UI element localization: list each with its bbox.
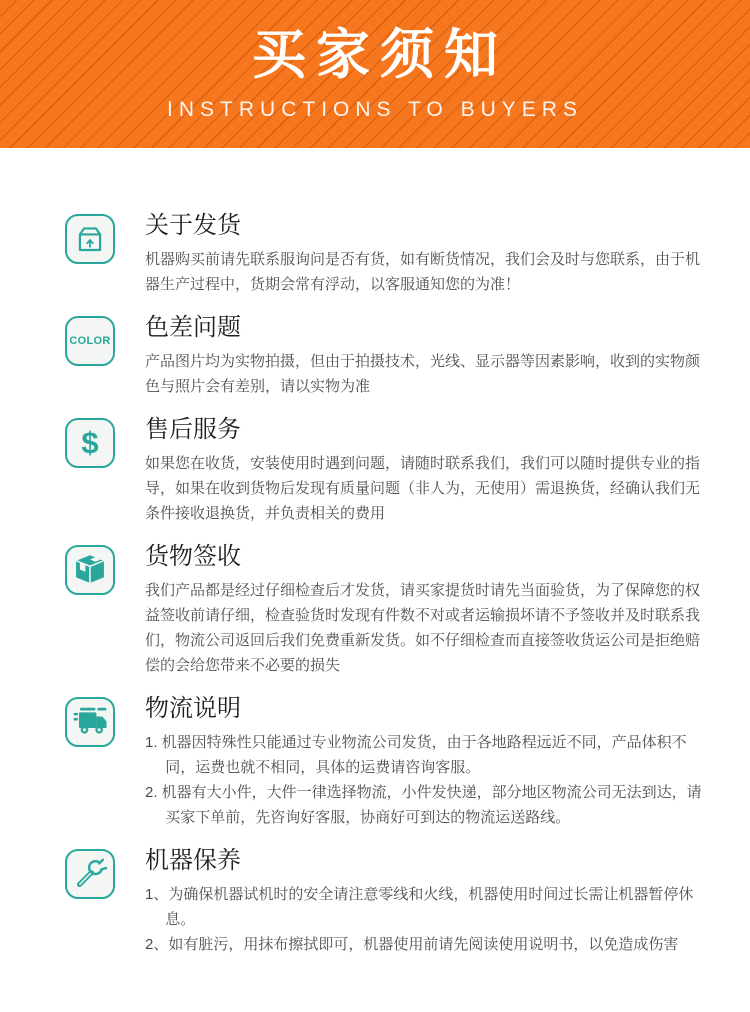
truck-icon (65, 697, 115, 747)
section-color (65, 312, 705, 399)
section-body (145, 349, 705, 399)
body-line: 1. 机器因特殊性只能通过专业物流公司发货，由于各地路程远近不同，产品体积不同，运费也就不相同，具体的运费请咨询客服。 (145, 734, 687, 776)
section-receipt (65, 541, 705, 678)
section-title: 机器保养 (145, 847, 241, 874)
notice-content (0, 148, 750, 1012)
section-title: 物流说明 (145, 695, 241, 722)
parcel-box-icon (65, 545, 115, 595)
section-aftersale (65, 414, 705, 526)
body-line: 2、如有脏污，用抹布擦拭即可，机器使用前请先阅读使用说明书，以免造成伤害 (145, 936, 679, 953)
section-maintenance (65, 845, 705, 957)
section-body (145, 882, 705, 957)
section-title: 关于发货 (145, 212, 241, 239)
section-title: 色差问题 (145, 314, 241, 341)
page-subtitle: INSTRUCTIONS TO BUYERS (167, 97, 583, 121)
package-icon (65, 214, 115, 264)
dollar-icon-glyph: $ (81, 424, 99, 460)
color-swatch-icon (65, 316, 115, 366)
section-body (145, 730, 705, 830)
section-body (145, 247, 705, 297)
body-line: 如果您在收货，安装使用时遇到问题，请随时联系我们，我们可以随时提供专业的指导，如果在收到货物后发现有质量问题（非人为，无使用）需退换货，经确认我们无条件接收退换货，并负责相关的费用 (145, 455, 701, 522)
body-line: 我们产品都是经过仔细检查后才发货，请买家提货时请先当面验货，为了保障您的权益签收前请仔细，检查验货时发现有件数不对或者运输损坏请不予签收并及时联系我们，物流公司返回后我们免费重新发货。如不仔细检查而直接签收货运公司是拒绝赔偿的会给您带来不必要的损失 (145, 582, 701, 674)
body-line: 2. 机器有大小件，大件一律选择物流，小件发快递，部分地区物流公司无法到达，请买家下单前，先咨询好客服，协商好可到达的物流运送路线。 (145, 784, 702, 826)
dollar-icon (65, 418, 115, 468)
section-title: 售后服务 (145, 416, 241, 443)
section-logistics (65, 693, 705, 830)
header-banner (0, 0, 750, 148)
section-body (145, 451, 705, 526)
section-body (145, 578, 705, 678)
body-line: 产品图片均为实物拍摄，但由于拍摄技术，光线、显示器等因素影响，收到的实物颜色与照片会有差别，请以实物为准 (145, 353, 701, 395)
body-line: 1、为确保机器试机时的安全请注意零线和火线，机器使用时间过长需让机器暂停休息。 (145, 886, 694, 928)
page-title: 买家须知 (252, 25, 508, 86)
wrench-icon (65, 849, 115, 899)
body-line: 机器购买前请先联系服询问是否有货，如有断货情况，我们会及时与您联系，由于机器生产过程中，货期会常有浮动，以客服通知您的为准！ (145, 251, 701, 293)
color-icon-label: COLOR (69, 335, 111, 347)
section-title: 货物签收 (145, 543, 241, 570)
section-shipping (65, 210, 705, 297)
